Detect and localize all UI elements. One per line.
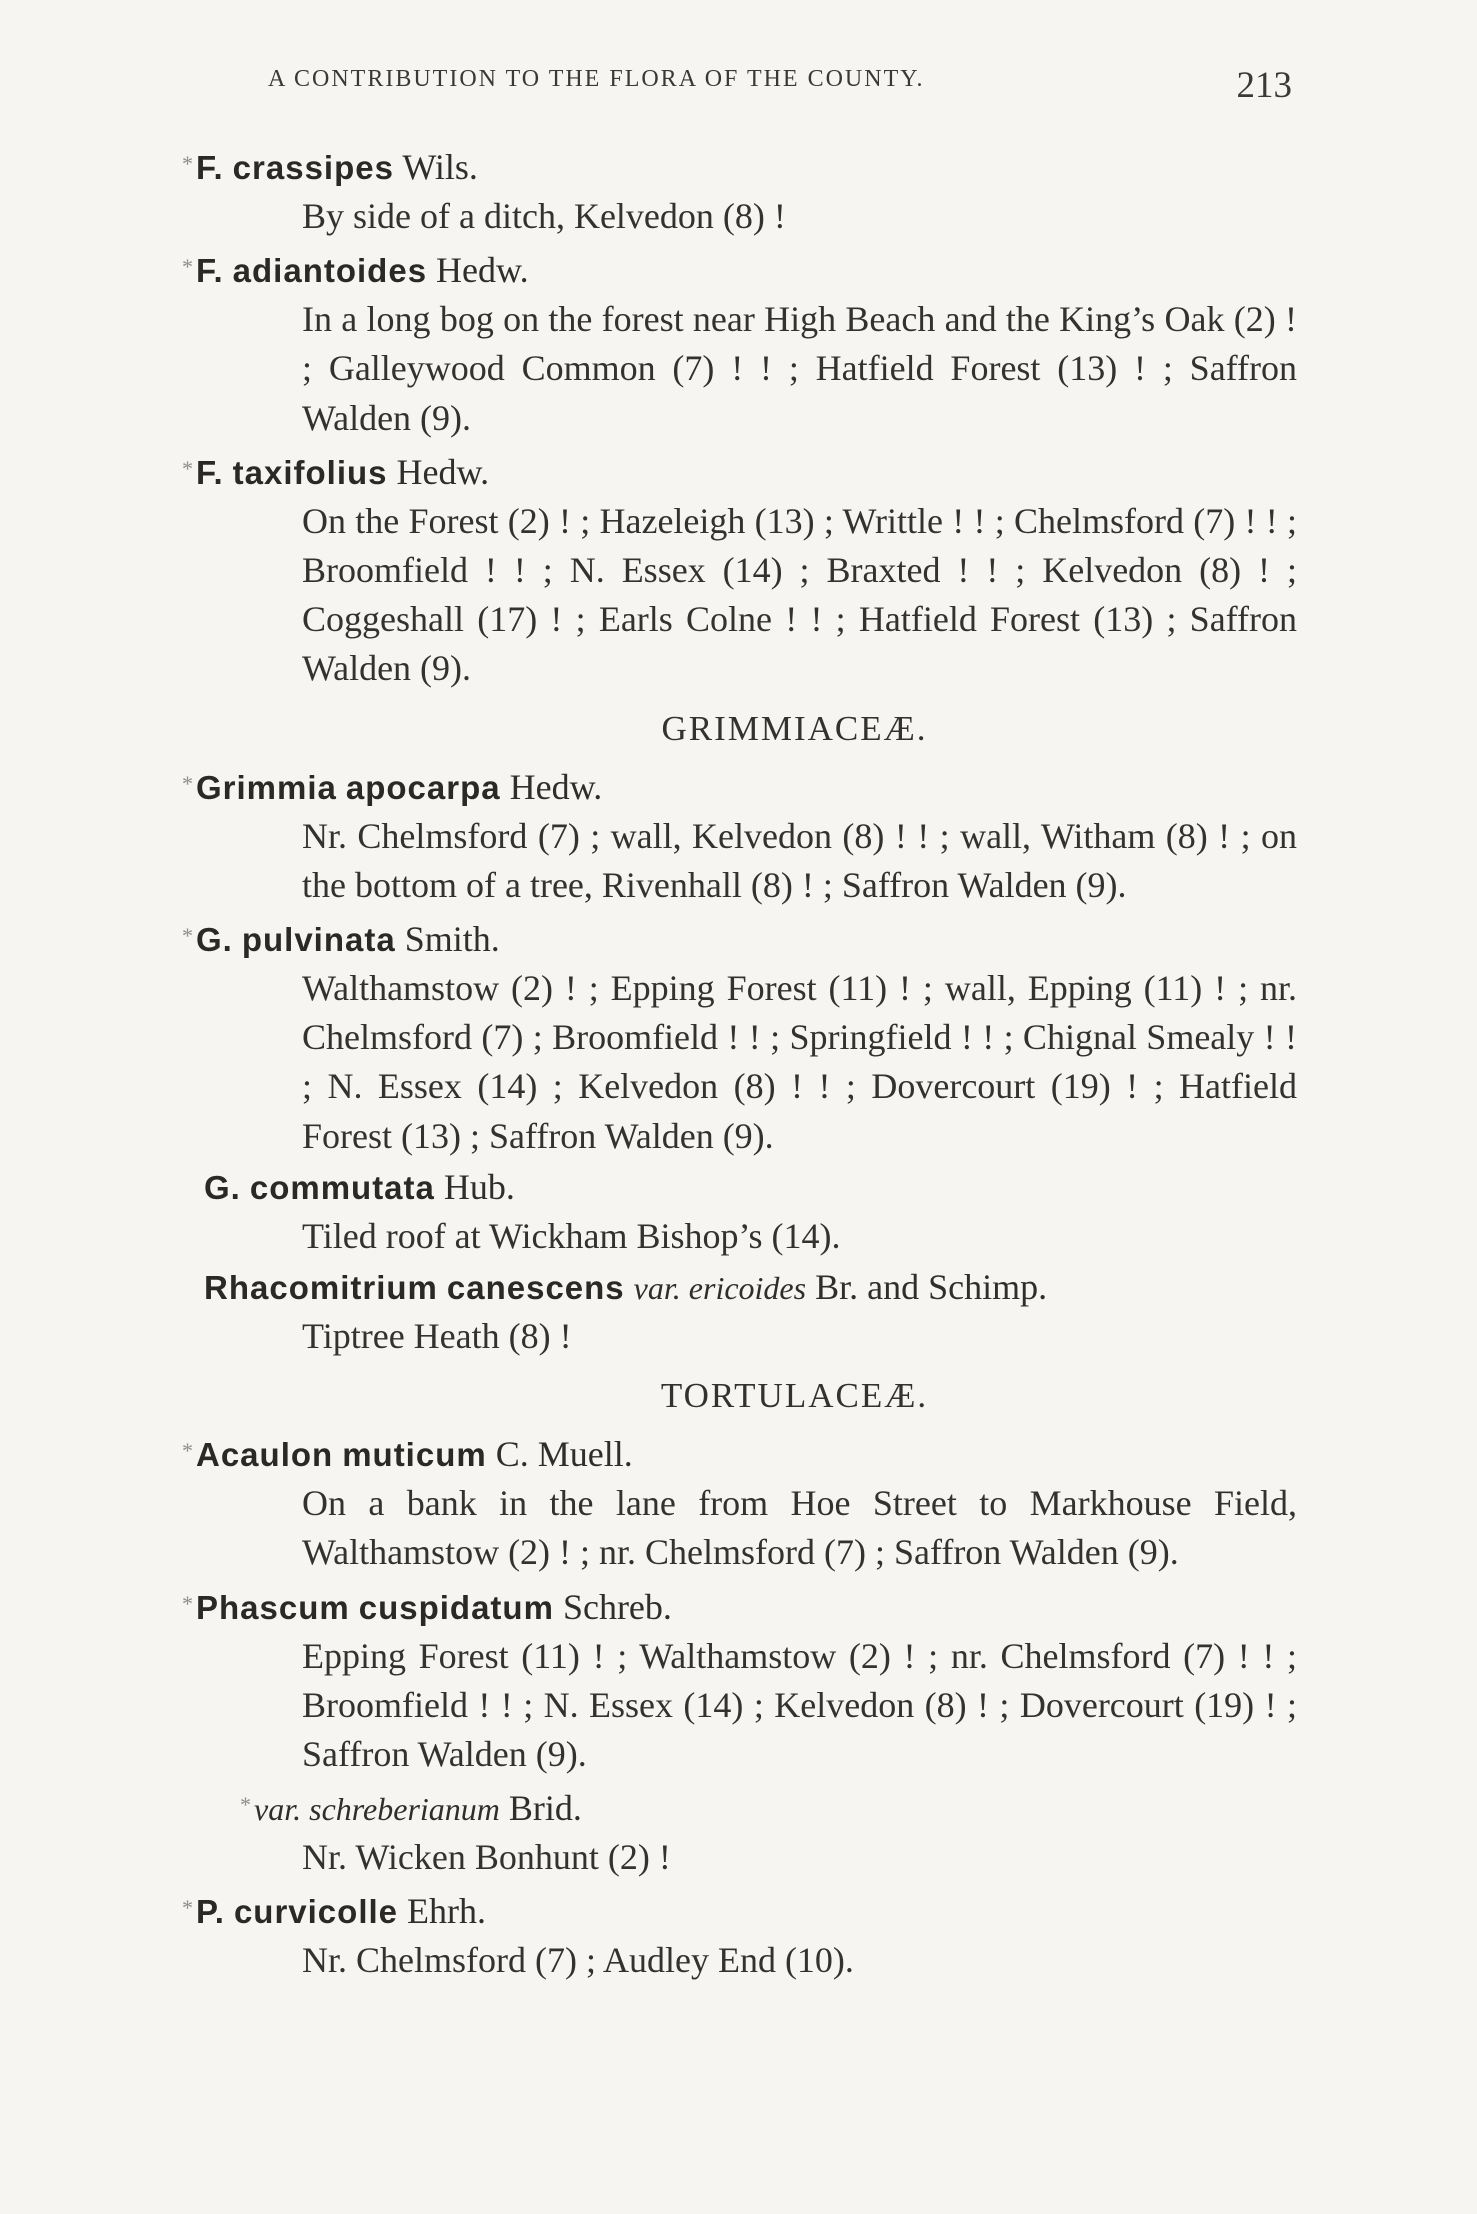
species-name: adiantoides [232, 252, 428, 290]
genus-name: G. [204, 1168, 241, 1206]
author-citation: Smith. [404, 919, 500, 960]
locality-text: By side of a ditch, Kelvedon (8) ! [302, 196, 786, 236]
name-line [182, 912, 1297, 964]
author-citation: Br. and Schimp. [815, 1267, 1048, 1308]
asterisk-mark: * [182, 151, 193, 176]
species-entry [182, 1884, 1297, 1985]
author-citation: Brid. [508, 1788, 582, 1829]
asterisk-mark: * [240, 1792, 251, 1818]
locality-text: Nr. Chelmsford (7) ; wall, Kelvedon (8) ! ! ; wall, Witham (8) ! ; on the bottom of a tree, Rivenhall (8) ! ; Saffron Walden (9). [302, 815, 1297, 905]
locality-text: Nr. Wicken Bonhunt (2) ! [302, 1837, 671, 1878]
genus-name: Grimmia [196, 768, 337, 806]
name-line [182, 140, 1297, 192]
genus-name: G. [196, 921, 233, 959]
name-line [182, 1427, 1297, 1479]
species-entry [182, 243, 1297, 443]
species-name: crassipes [232, 149, 394, 186]
locality-text: Epping Forest (11) ! ; Walthamstow (2) ! ; nr. Chelmsford (7) ! ! ; Broomfield ! ! ; N. Essex (14) ; Kelvedon (8) ! ; Dovercourt (19) ! ; Saffron Walden (9). [302, 1635, 1297, 1775]
family-heading: GRIMMIACEÆ. [661, 708, 928, 748]
author-citation: Schreb. [562, 1586, 672, 1627]
author-citation: C. Muell. [495, 1434, 633, 1475]
name-line [182, 445, 1297, 497]
author-citation: Hedw. [436, 250, 529, 291]
species-name: cuspidatum [358, 1588, 554, 1626]
locality-text: Nr. Chelmsford (7) ; Audley End (10). [302, 1940, 854, 1981]
genus-name: Rhacomitrium [204, 1269, 438, 1307]
name-line [182, 243, 1297, 295]
species-name: taxifolius [232, 453, 388, 491]
name-line [182, 1580, 1297, 1632]
name-line [182, 1884, 1297, 1936]
species-name: commutata [249, 1168, 435, 1206]
genus-name: Acaulon [196, 1436, 334, 1474]
species-list [182, 140, 1297, 1986]
species-name: muticum [342, 1436, 487, 1474]
species-entry [182, 912, 1297, 1161]
species-entry [182, 1163, 1297, 1261]
locality-text: Tiptree Heath (8) ! [302, 1316, 572, 1357]
page-header [182, 60, 1297, 138]
species-name: curvicolle [233, 1893, 399, 1931]
page-number: 213 [1236, 65, 1292, 106]
name-line [182, 760, 1297, 812]
author-citation: Hub. [443, 1166, 515, 1207]
species-entry [182, 140, 1297, 241]
author-citation: Ehrh. [407, 1891, 486, 1932]
name-line [182, 1781, 1297, 1833]
locality-text: On the Forest (2) ! ; Hazeleigh (13) ; Writtle ! ! ; Chelmsford (7) ! ! ; Broomfield ! ! ; N. Essex (14) ; Braxted ! ! ; Kelvedon (8) ! ; Coggeshall (17) ! ; Earls Colne ! ! ; Hatfield Forest (13) ; Saffron Walden (9). [302, 500, 1297, 689]
variety-name: var. schreberianum [254, 1791, 500, 1828]
genus-name: Phascum [196, 1588, 350, 1626]
asterisk-mark: * [182, 1438, 193, 1464]
family-heading: TORTULACEÆ. [660, 1376, 929, 1416]
species-entry [182, 760, 1297, 910]
variety-entry [182, 1781, 1297, 1882]
author-citation: Wils. [402, 147, 478, 187]
running-title: A CONTRIBUTION TO THE FLORA OF THE COUNTY. [268, 66, 925, 92]
species-entry [182, 1580, 1297, 1780]
name-line [182, 1263, 1297, 1312]
species-name: apocarpa [345, 768, 501, 806]
locality-text: In a long bog on the forest near High Beach and the King’s Oak (2) ! ; Galleywood Common (7) ! ! ; Hatfield Forest (13) ! ; Saffron Walden (9). [302, 299, 1297, 438]
author-citation: Hedw. [509, 766, 603, 807]
author-citation: Hedw. [396, 451, 490, 492]
asterisk-mark: * [182, 1895, 193, 1921]
asterisk-mark: * [182, 770, 193, 796]
asterisk-mark: * [182, 1590, 193, 1616]
locality-text: Tiled roof at Wickham Bishop’s (14). [302, 1215, 841, 1256]
species-name: pulvinata [241, 921, 396, 959]
asterisk-mark: * [182, 923, 193, 949]
genus-name: F. [196, 252, 224, 290]
species-name: canescens [446, 1269, 625, 1307]
name-line [182, 1163, 1297, 1212]
locality-text: Walthamstow (2) ! ; Epping Forest (11) ! ; wall, Epping (11) ! ; nr. Chelmsford (7) ; Broomfield ! ! ; Springfield ! ! ; Chignal Smealy ! ! ; N. Essex (14) ; Kelvedon (8) ! ! ; Dovercourt (19) ! ; Hatfield Forest (13) ; Saffron Walden (9). [302, 968, 1297, 1156]
variety-name: var. ericoides [633, 1270, 807, 1307]
locality-text: On a bank in the lane from Hoe Street to Markhouse Field, Walthamstow (2) ! ; nr. Chelmsford (7) ; Saffron Walden (9). [302, 1483, 1297, 1573]
species-entry [182, 1263, 1297, 1361]
genus-name: P. [196, 1893, 225, 1931]
species-entry [182, 1427, 1297, 1577]
genus-name: F. [196, 453, 224, 491]
species-entry [182, 445, 1297, 694]
asterisk-mark: * [182, 254, 193, 280]
genus-name: F. [196, 149, 224, 186]
asterisk-mark: * [182, 455, 193, 481]
